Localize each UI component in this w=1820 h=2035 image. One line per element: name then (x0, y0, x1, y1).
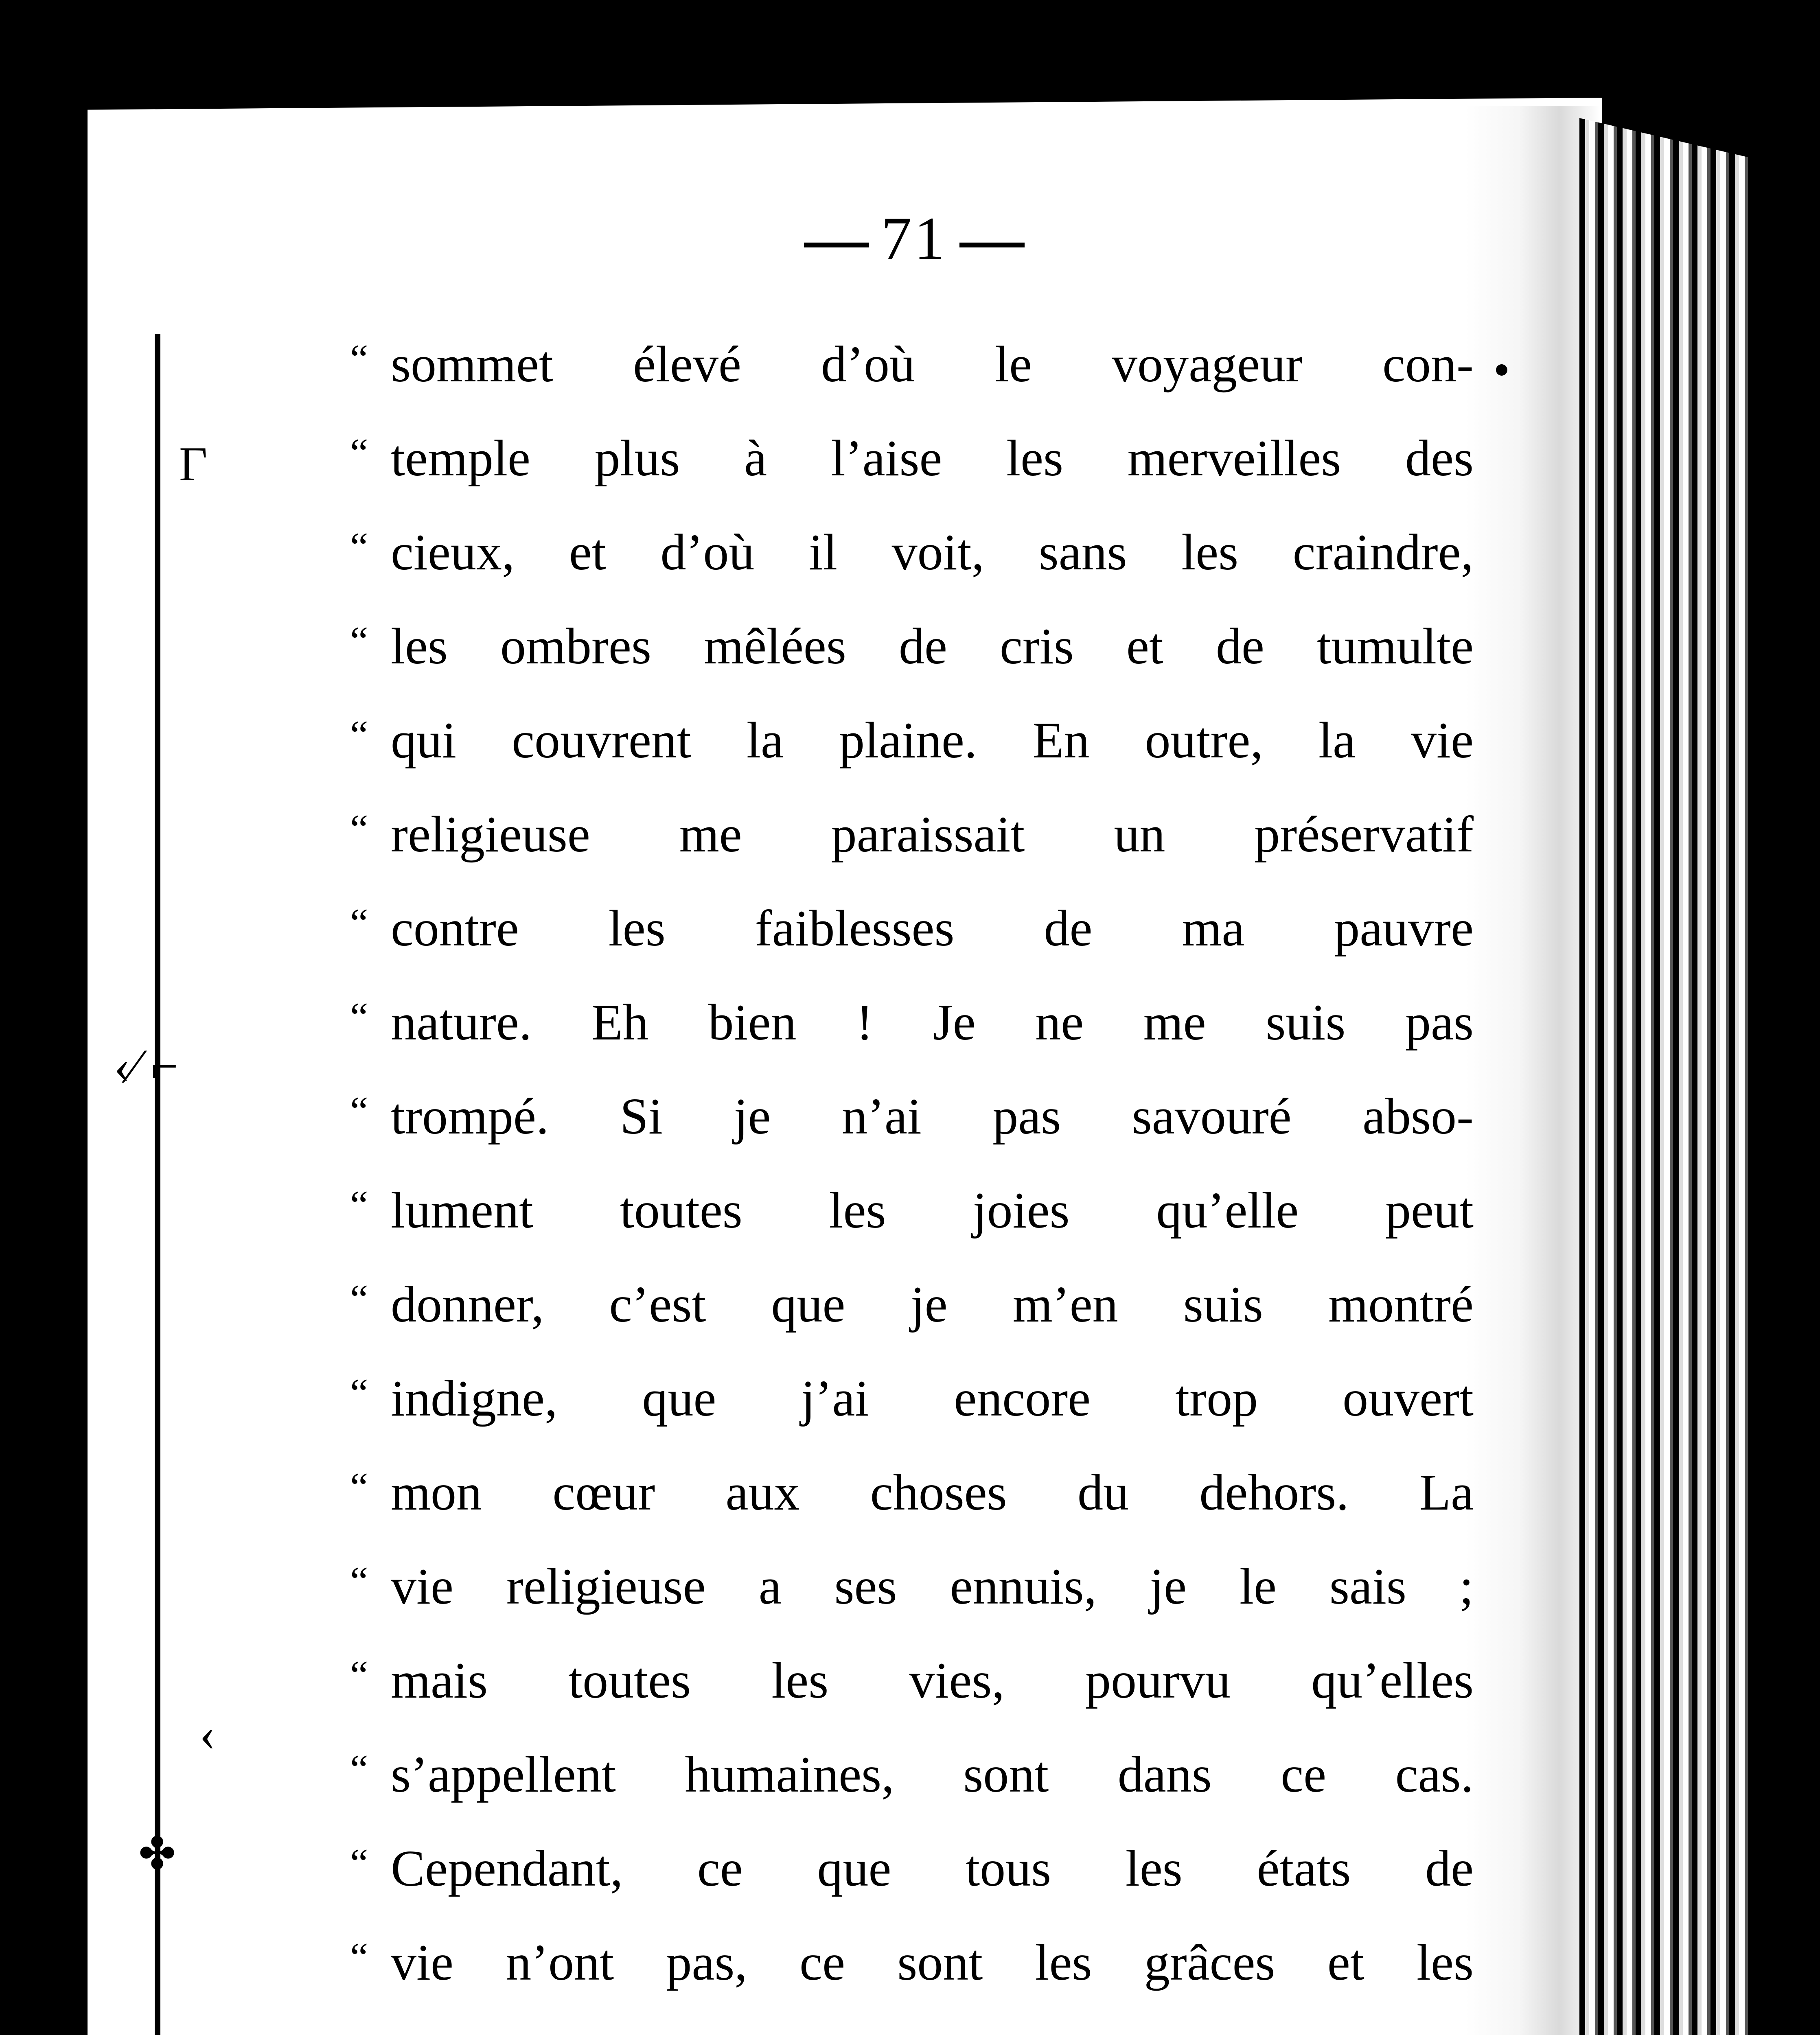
quote-mark: “ (350, 1276, 368, 1322)
line-text: mais toutes les vies, pourvu qu’elles (391, 1652, 1474, 1709)
line-text: lument toutes les joies qu’elle peut (391, 1182, 1474, 1239)
page-number-dash-left (804, 243, 869, 247)
text-line (350, 1916, 1474, 2010)
text-line (350, 600, 1474, 694)
quote-mark: “ (350, 1746, 368, 1792)
ink-speck (1496, 364, 1507, 376)
text-line (350, 411, 1474, 505)
text-line (350, 1070, 1474, 1164)
line-text: s’appellent humaines, sont dans ce cas. (391, 1746, 1474, 1803)
quote-mark: “ (350, 712, 368, 757)
text-line (350, 1352, 1474, 1446)
quote-mark: “ (350, 618, 368, 663)
text-line (350, 317, 1474, 411)
binding-mark: Γ (179, 437, 208, 491)
text-line (350, 694, 1474, 788)
quote-mark: “ (350, 1652, 368, 1698)
page-number (0, 204, 1820, 274)
quote-mark: “ (350, 1370, 368, 1416)
line-text: nature. Eh bien ! Je ne me suis pas (391, 994, 1474, 1051)
binding-mark: ‹⁄ ⌐ (114, 1039, 178, 1093)
quote-mark: “ (350, 524, 368, 569)
line-text: qui couvrent la plaine. En outre, la vie (391, 712, 1474, 769)
line-text: cieux, et d’où il voit, sans les craindre, (391, 524, 1474, 581)
text-line (350, 1446, 1474, 1540)
quote-mark: “ (350, 806, 368, 851)
quote-mark: “ (350, 1464, 368, 1510)
text-line (350, 882, 1474, 976)
text-line (350, 505, 1474, 600)
page-number-dash-right (959, 243, 1025, 247)
line-text: vie n’ont pas, ce sont les grâces et les (391, 1934, 1474, 1991)
quote-mark: “ (350, 1558, 368, 1604)
binding-mark: ‹ (199, 1707, 216, 1761)
text-line (350, 788, 1474, 882)
gutter-binding-line (155, 334, 160, 2035)
quote-mark: “ (350, 1088, 368, 1133)
line-text: sommet élevé d’où le voyageur con- (391, 336, 1474, 393)
quote-mark: “ (350, 1934, 368, 1980)
quote-mark: “ (350, 336, 368, 381)
quote-mark: “ (350, 900, 368, 945)
text-line (350, 1822, 1474, 1916)
page-number-text: 71 (881, 205, 947, 272)
line-text: trompé. Si je n’ai pas savouré abso- (391, 1088, 1474, 1145)
text-line (350, 1634, 1474, 1728)
line-text: donner, c’est que je m’en suis montré (391, 1276, 1474, 1333)
line-text: les ombres mêlées de cris et de tumulte (391, 618, 1474, 675)
line-text: Cependant, ce que tous les états de (391, 1840, 1474, 1897)
line-text: vie religieuse a ses ennuis, je le sais ; (391, 1558, 1474, 1615)
text-line (350, 1540, 1474, 1634)
quote-mark: “ (350, 994, 368, 1039)
page-edges (1579, 118, 1750, 2035)
quote-mark: “ (350, 1840, 368, 1886)
quote-mark: “ (350, 1182, 368, 1228)
binding-mark: ✤ (138, 1829, 176, 1879)
text-line (350, 976, 1474, 1070)
line-text: temple plus à l’aise les merveilles des (391, 430, 1474, 487)
text-line (350, 1258, 1474, 1352)
quote-mark: “ (350, 430, 368, 475)
text-line (350, 1164, 1474, 1258)
line-text: indigne, que j’ai encore trop ouvert (391, 1370, 1474, 1427)
line-text: mon cœur aux choses du dehors. La (391, 1464, 1474, 1521)
line-text: religieuse me paraissait un préservatif (391, 806, 1474, 863)
text-line (350, 1728, 1474, 1822)
line-text: contre les faiblesses de ma pauvre (391, 900, 1474, 957)
body-text (350, 317, 1474, 2010)
